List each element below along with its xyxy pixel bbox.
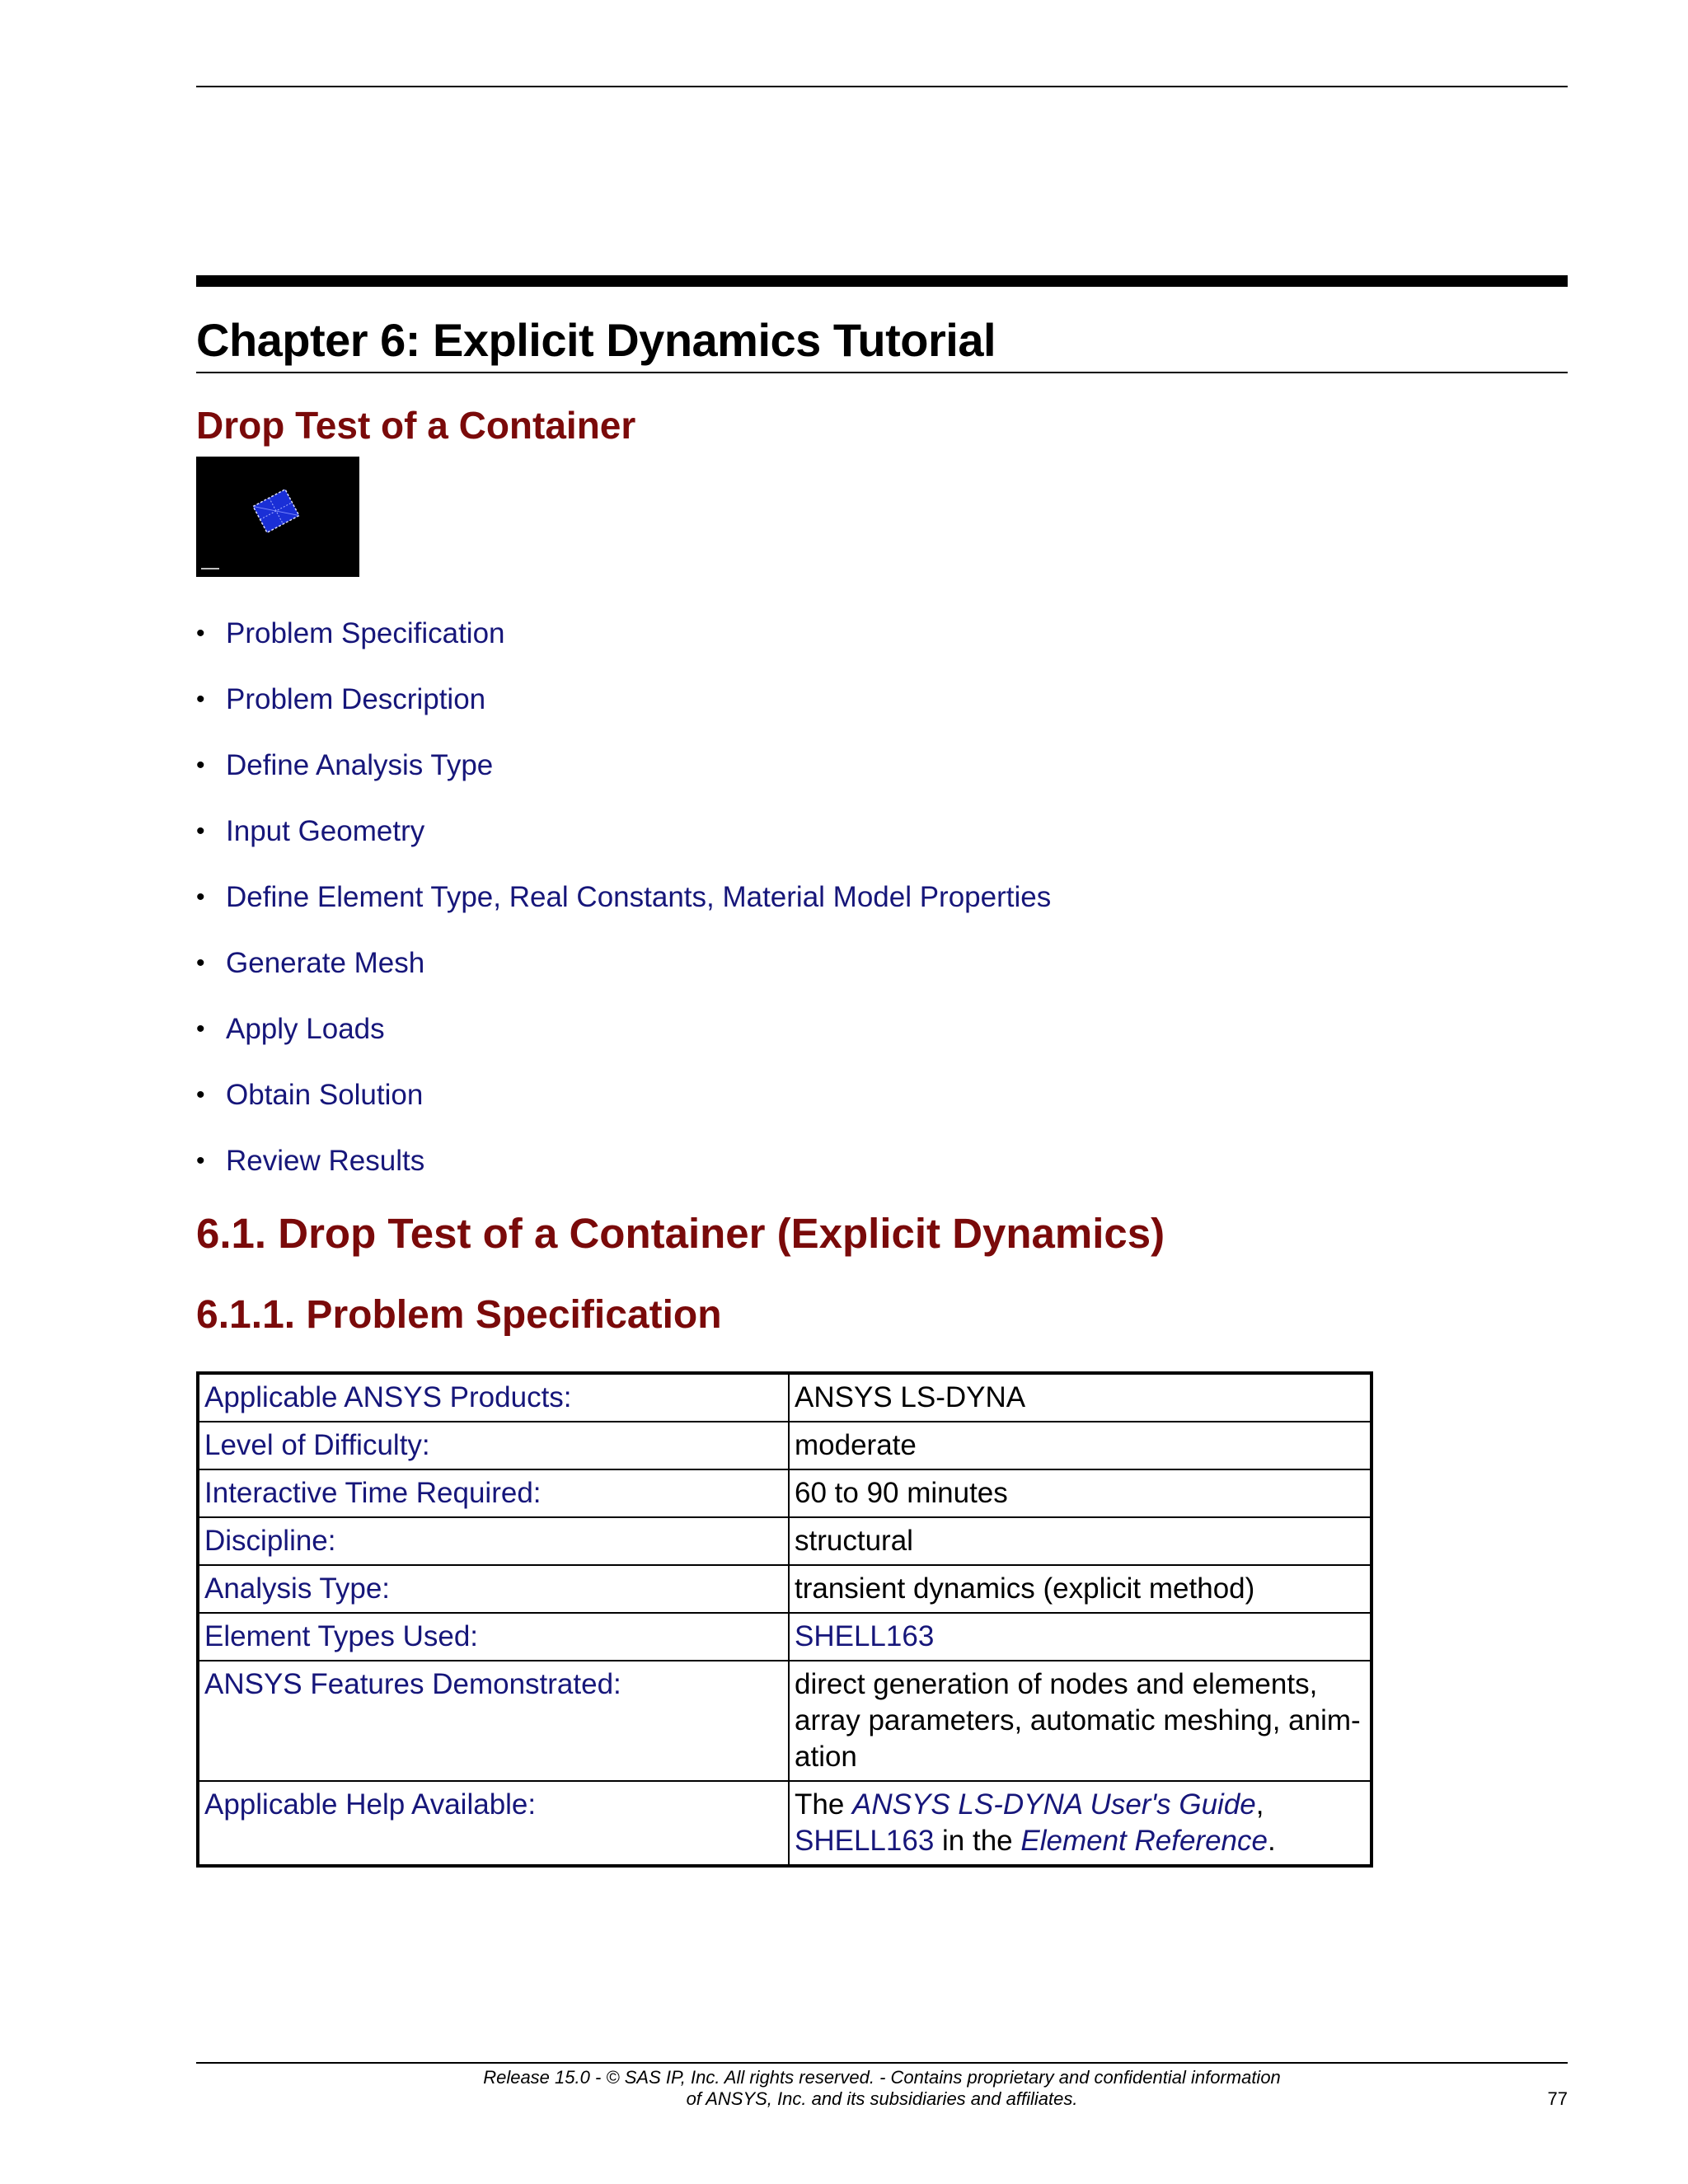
toc-link[interactable]: Review Results — [226, 1145, 425, 1177]
toc-link[interactable]: Problem Description — [226, 683, 486, 715]
spec-key[interactable]: Applicable ANSYS Products: — [198, 1373, 789, 1422]
help-text: in the — [934, 1825, 1021, 1857]
shell163-link[interactable]: SHELL163 — [795, 1620, 935, 1652]
table-row — [198, 1373, 1372, 1422]
toc-link[interactable]: Generate Mesh — [226, 947, 425, 979]
table-row — [198, 1613, 1372, 1661]
toc-item[interactable] — [196, 1075, 1051, 1141]
container-model-icon — [196, 457, 359, 577]
help-text: The — [795, 1788, 853, 1821]
help-text: . — [1267, 1825, 1276, 1857]
spec-key[interactable]: Analysis Type: — [198, 1565, 789, 1613]
toc-item[interactable] — [196, 877, 1051, 943]
problem-spec-table — [196, 1371, 1373, 1868]
footer-rule — [196, 2062, 1568, 2064]
container-model-thumbnail[interactable] — [196, 457, 359, 577]
help-text: , — [1255, 1788, 1264, 1821]
section-heading-6-1: 6.1. Drop Test of a Container (Explicit Dynamics) — [196, 1210, 1165, 1257]
toc-list — [196, 613, 1051, 1207]
bullet-icon: • — [196, 949, 205, 977]
spec-value: transient dynamics (explicit method) — [789, 1565, 1372, 1613]
chapter-underline — [196, 372, 1568, 373]
toc-item[interactable] — [196, 811, 1051, 877]
toc-item[interactable] — [196, 745, 1051, 811]
bullet-icon: • — [196, 818, 205, 845]
bullet-icon: • — [196, 1147, 205, 1174]
toc-link[interactable]: Problem Specification — [226, 617, 505, 649]
chapter-title: Chapter 6: Explicit Dynamics Tutorial — [196, 314, 996, 366]
element-reference-link[interactable]: Element Reference — [1020, 1825, 1268, 1857]
toc-link[interactable]: Define Element Type, Real Constants, Material Model Properties — [226, 881, 1052, 913]
table-row — [198, 1469, 1372, 1517]
bullet-icon: • — [196, 752, 205, 779]
spec-value — [789, 1781, 1372, 1866]
section-title: Drop Test of a Container — [196, 404, 636, 447]
chapter-bar — [196, 275, 1568, 287]
toc-item[interactable] — [196, 943, 1051, 1009]
spec-key[interactable]: Applicable Help Available: — [198, 1781, 789, 1866]
spec-value — [789, 1613, 1372, 1661]
toc-link[interactable]: Apply Loads — [226, 1013, 385, 1045]
spec-value: direct generation of nodes and elements, array parameters, automatic meshing, anim-ation — [789, 1661, 1372, 1781]
table-row — [198, 1565, 1372, 1613]
spec-key[interactable]: Level of Difficulty: — [198, 1422, 789, 1469]
ls-dyna-guide-link[interactable]: ANSYS LS-DYNA User's Guide — [852, 1788, 1256, 1821]
section-heading-6-1-1: 6.1.1. Problem Specification — [196, 1293, 722, 1337]
toc-item[interactable] — [196, 613, 1051, 679]
toc-link[interactable]: Input Geometry — [226, 815, 425, 847]
toc-item[interactable] — [196, 1141, 1051, 1207]
bullet-icon: • — [196, 883, 205, 911]
table-row — [198, 1781, 1372, 1866]
footer-line-1: Release 15.0 - © SAS IP, Inc. All rights reserved. - Contains proprietary and confidential information — [483, 2067, 1281, 2088]
toc-link[interactable]: Obtain Solution — [226, 1079, 424, 1111]
spec-key[interactable]: ANSYS Features Demonstrated: — [198, 1661, 789, 1781]
bullet-icon: • — [196, 1081, 205, 1108]
shell163-help-link[interactable]: SHELL163 — [795, 1825, 935, 1857]
spec-value: 60 to 90 minutes — [789, 1469, 1372, 1517]
spec-key[interactable]: Interactive Time Required: — [198, 1469, 789, 1517]
spec-key[interactable]: Discipline: — [198, 1517, 789, 1565]
table-row — [198, 1422, 1372, 1469]
bullet-icon: • — [196, 620, 205, 647]
bullet-icon: • — [196, 1015, 205, 1043]
spec-value: moderate — [789, 1422, 1372, 1469]
spec-value: structural — [789, 1517, 1372, 1565]
spec-value: ANSYS LS-DYNA — [789, 1373, 1372, 1422]
toc-link[interactable]: Define Analysis Type — [226, 749, 494, 781]
toc-item[interactable] — [196, 679, 1051, 745]
page-number: 77 — [1547, 2088, 1568, 2109]
bullet-icon: • — [196, 686, 205, 713]
table-row — [198, 1517, 1372, 1565]
spec-key[interactable]: Element Types Used: — [198, 1613, 789, 1661]
footer-line-2: of ANSYS, Inc. and its subsidiaries and affiliates. — [686, 2088, 1078, 2109]
toc-item[interactable] — [196, 1009, 1051, 1075]
footer-copyright — [196, 2067, 1568, 2110]
header-rule — [196, 86, 1568, 87]
table-row — [198, 1661, 1372, 1781]
